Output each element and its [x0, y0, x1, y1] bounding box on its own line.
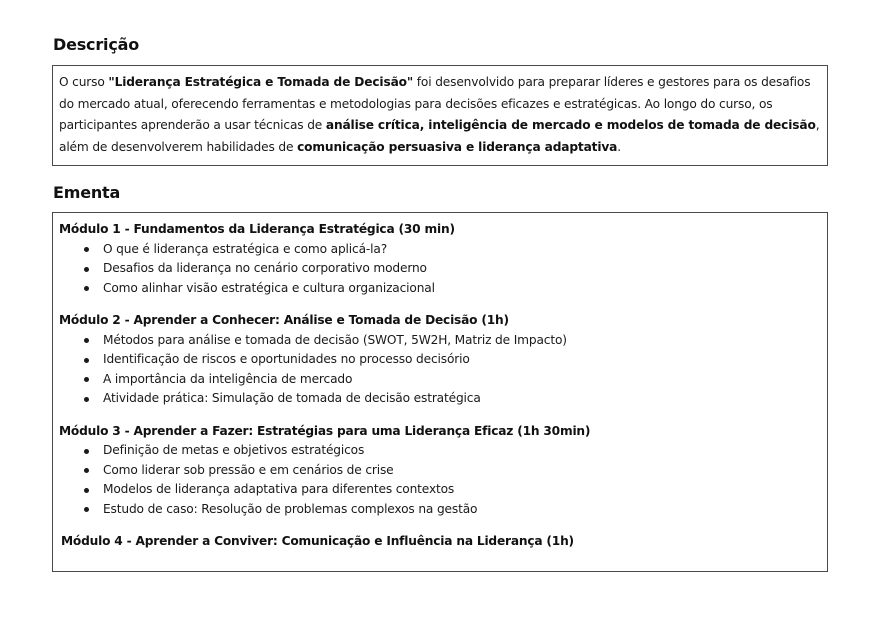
list-item: [83, 480, 821, 500]
module-topic-list: [59, 331, 821, 409]
list-item: [83, 370, 821, 390]
list-item: [83, 441, 821, 461]
list-item-text: Definição de metas e objetivos estratégicos: [103, 443, 365, 457]
bullet-icon: [84, 507, 89, 512]
bullet-icon: [84, 286, 89, 291]
list-item: [83, 331, 821, 351]
module-2: [59, 311, 821, 409]
list-item: [83, 461, 821, 481]
bullet-icon: [84, 397, 89, 402]
module-topic-list: [59, 441, 821, 519]
list-item-text: Atividade prática: Simulação de tomada de decisão estratégica: [103, 391, 481, 405]
bullet-icon: [84, 338, 89, 343]
description-techniques: análise crítica, inteligência de mercado e modelos de tomada de decisão: [325, 118, 816, 133]
list-item: [83, 279, 821, 299]
module-1: [59, 220, 821, 298]
description-box: [52, 65, 828, 166]
bullet-icon: [84, 377, 89, 382]
list-item: [83, 240, 821, 260]
list-item-text: Como alinhar visão estratégica e cultura organizacional: [103, 280, 435, 295]
ementa-box: [52, 212, 828, 572]
list-item-text: O que é liderança estratégica e como aplicá-la?: [103, 241, 388, 256]
description-text-6: .: [617, 140, 621, 155]
list-item-text: Modelos de liderança adaptativa para diferentes contextos: [103, 482, 455, 496]
bullet-icon: [84, 468, 89, 473]
list-item: [83, 389, 821, 409]
ementa-heading: Ementa: [53, 183, 121, 202]
description-text-0: O curso: [59, 75, 109, 89]
module-title: Módulo 3 - Aprender a Fazer: Estratégias para uma Liderança Eficaz (1h 30min): [59, 423, 591, 438]
list-item-text: A importância da inteligência de mercado: [103, 371, 353, 386]
list-item-text: Identificação de riscos e oportunidades no processo decisório: [103, 352, 470, 366]
module-title: Módulo 2 - Aprender a Conhecer: Análise e Tomada de Decisão (1h): [59, 313, 509, 327]
module-4: [59, 532, 821, 552]
list-item-text: Métodos para análise e tomada de decisão (SWOT, 5W2H, Matriz de Impacto): [103, 332, 567, 347]
list-item-text: Desafios da liderança no cenário corporativo moderno: [103, 261, 427, 275]
description-text-4: , além de desenvolverem habilidades de: [59, 118, 820, 155]
list-item: [83, 259, 821, 279]
module-3: [59, 422, 821, 520]
list-item-text: Como liderar sob pressão e em cenários de crise: [103, 462, 394, 477]
module-title: Módulo 4 - Aprender a Conviver: Comunicação e Influência na Liderança (1h): [61, 534, 574, 548]
description-skills: comunicação persuasiva e liderança adaptativa: [297, 140, 618, 155]
list-item: [83, 500, 821, 520]
bullet-icon: [84, 449, 89, 454]
module-topic-list: [59, 240, 821, 299]
list-item-text: Estudo de caso: Resolução de problemas complexos na gestão: [103, 501, 478, 516]
list-item: [83, 350, 821, 370]
description-text-2: foi desenvolvido para preparar líderes e gestores para os desafios do mercado atual, oferecendo ferramentas e metodologias para decisões eficazes e estratégicas. Ao longo do curso, os participantes aprenderão a usar técnicas de: [59, 75, 811, 133]
bullet-icon: [84, 247, 89, 252]
bullet-icon: [84, 358, 89, 363]
description-heading: Descrição: [53, 35, 139, 54]
bullet-icon: [84, 267, 89, 272]
module-title: Módulo 1 - Fundamentos da Liderança Estratégica (30 min): [59, 222, 455, 236]
description-course-name: "Liderança Estratégica e Tomada de Decisão": [108, 75, 414, 89]
bullet-icon: [84, 488, 89, 493]
